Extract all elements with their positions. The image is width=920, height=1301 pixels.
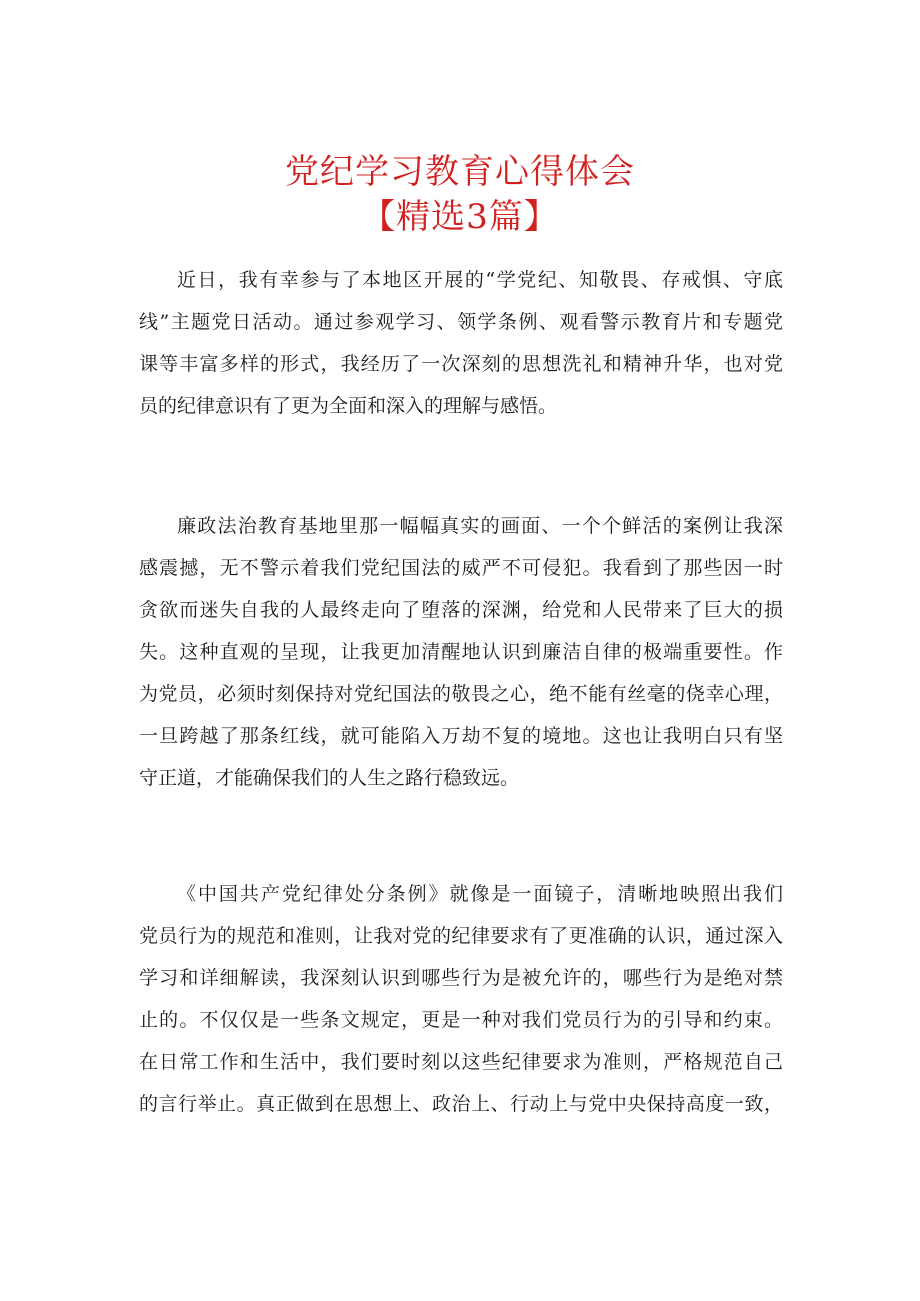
paragraph-line: 为党员，必须时刻保持对党纪国法的敬畏之心，绝不能有丝毫的侥幸心理， [139, 683, 783, 705]
paragraph-2 [139, 505, 783, 799]
paragraph-1 [139, 259, 783, 427]
paragraph-line: 廉政法治教育基地里那一幅幅真实的画面、一个个鲜活的案例让我深 [177, 515, 783, 537]
paragraph-line: 止的。不仅仅是一些条文规定，更是一种对我们党员行为的引导和约束。 [139, 1009, 783, 1031]
paragraph-line: 学习和详细解读，我深刻认识到哪些行为是被允许的，哪些行为是绝对禁 [139, 967, 783, 989]
paragraph-line: 失。这种直观的呈现，让我更加清醒地认识到廉洁自律的极端重要性。作 [139, 641, 783, 663]
paragraph-line: 近日，我有幸参与了本地区开展的“学党纪、知敬畏、存戒惧、守底 [177, 269, 783, 291]
paragraph-line: 守正道，才能确保我们的人生之路行稳致远。 [139, 767, 520, 789]
paragraph-line: 一旦跨越了那条红线，就可能陷入万劫不复的境地。这也让我明白只有坚 [139, 725, 783, 747]
paragraph-line: 党员行为的规范和准则，让我对党的纪律要求有了更准确的认识，通过深入 [139, 925, 783, 947]
paragraph-line: 感震撼，无不警示着我们党纪国法的威严不可侵犯。我看到了那些因一时 [139, 557, 783, 579]
document-subtitle: 【精选3篇】 [361, 197, 559, 237]
document-title: 党纪学习教育心得体会 [285, 152, 635, 192]
paragraph-line: 贪欲而迷失自我的人最终走向了堕落的深渊，给党和人民带来了巨大的损 [139, 599, 783, 621]
paragraph-line: 线”主题党日活动。通过参观学习、领学条例、观看警示教育片和专题党 [139, 311, 783, 333]
paragraph-3 [139, 873, 783, 1125]
paragraph-line: 课等丰富多样的形式，我经历了一次深刻的思想洗礼和精神升华，也对党 [139, 353, 783, 375]
paragraph-line: 在日常工作和生活中，我们要时刻以这些纪律要求为准则，严格规范自己 [139, 1051, 783, 1073]
paragraph-line: 员的纪律意识有了更为全面和深入的理解与感悟。 [139, 395, 558, 417]
paragraph-line: 《中国共产党纪律处分条例》就像是一面镜子，清晰地映照出我们 [177, 883, 783, 905]
paragraph-line: 的言行举止。真正做到在思想上、政治上、行动上与党中央保持高度一致， [139, 1093, 783, 1115]
